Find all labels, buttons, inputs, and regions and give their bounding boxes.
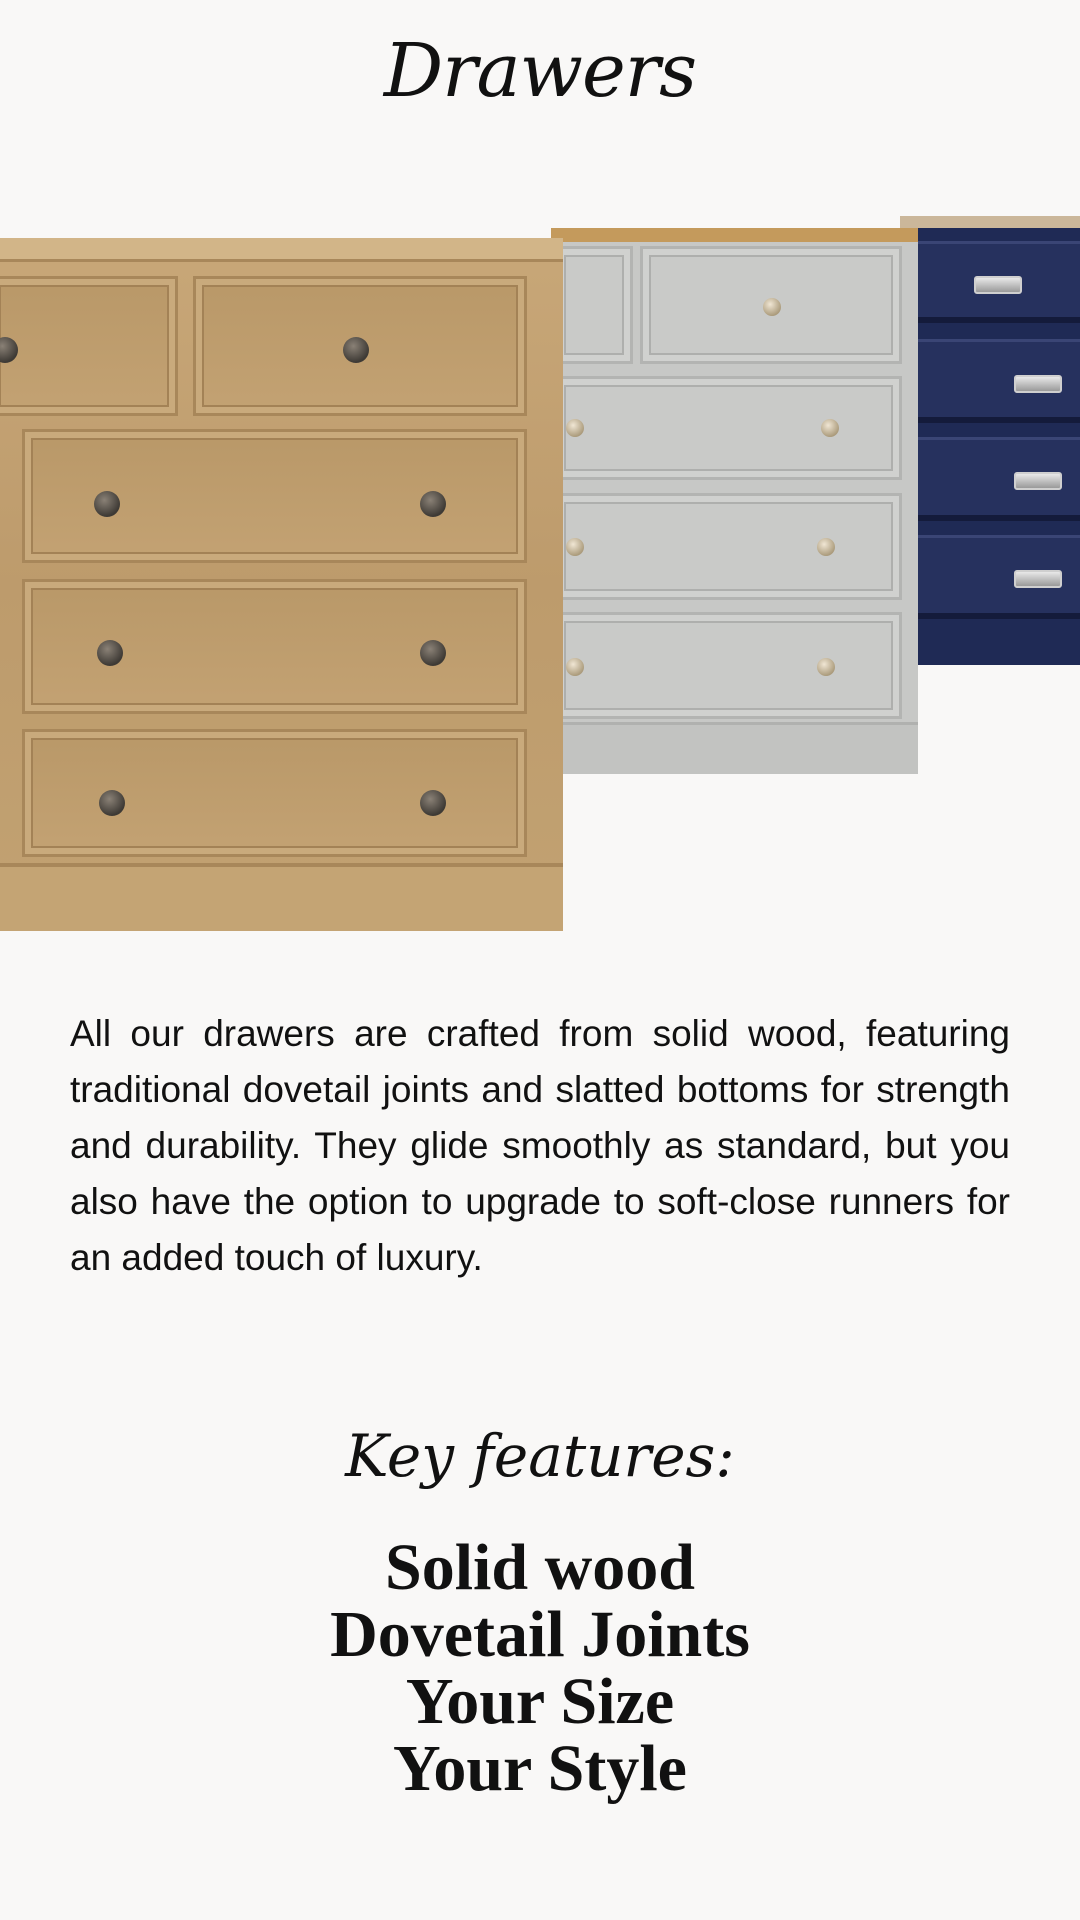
grey-chest [551,228,918,774]
knob-icon [821,419,839,437]
feature-item: Dovetail Joints [330,1598,750,1671]
key-features-list [0,1531,1080,1805]
handle-icon [1014,570,1062,588]
handle-icon [1014,375,1062,393]
handle-icon [974,276,1022,294]
knob-icon [343,337,369,363]
knob-icon [420,491,446,517]
knob-icon [99,790,125,816]
feature-item: Your Style [393,1732,687,1805]
knob-icon [763,298,781,316]
knob-icon [94,491,120,517]
wood-chest [0,238,563,931]
knob-icon [420,640,446,666]
knob-icon [566,538,584,556]
knob-icon [566,419,584,437]
knob-icon [97,640,123,666]
feature-item: Your Size [405,1665,675,1738]
key-features-heading: Key features: [345,1422,735,1490]
handle-icon [1014,472,1062,490]
feature-item: Solid wood [385,1531,695,1604]
knob-icon [817,658,835,676]
knob-icon [566,658,584,676]
navy-chest [900,216,1080,665]
knob-icon [817,538,835,556]
page-title: Drawers [383,28,697,114]
knob-icon [420,790,446,816]
description-paragraph: All our drawers are crafted from solid wood, featuring traditional dovetail joints and slatted bottoms for strength and durability. They glide smoothly as standard, but you also have the option to upgrade to soft-close runners for an added touch of luxury. [70,1013,1010,1278]
